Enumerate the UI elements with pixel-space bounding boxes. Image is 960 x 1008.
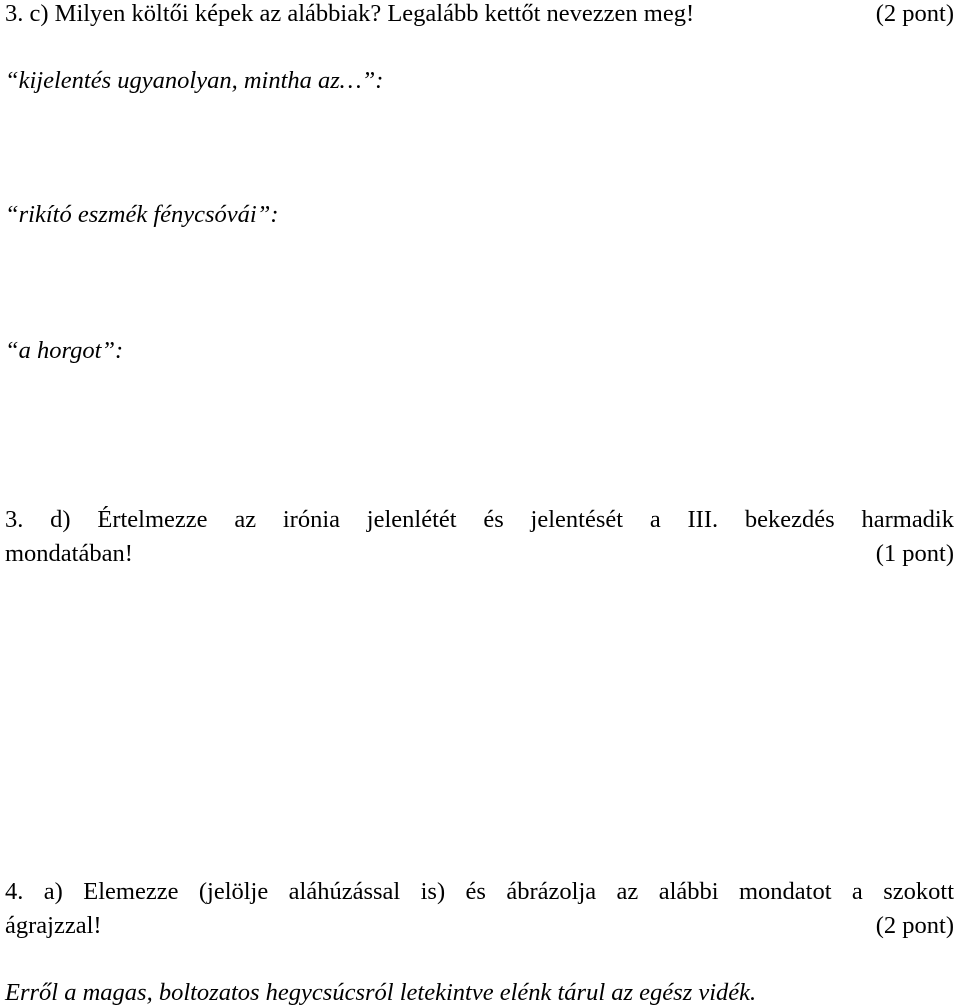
analysis-sentence: Erről a magas, boltozatos hegycsúcsról letekintve elénk tárul az egész vidék.: [5, 979, 757, 1006]
question-4a-text-end: ágrajzzal!: [5, 912, 102, 939]
question-4a-points: (2 pont): [875, 912, 954, 939]
quote-item-3: “a horgot”:: [5, 337, 124, 364]
question-4a-line2: [5, 914, 954, 939]
question-3c-header: [5, 2, 954, 27]
quote-item-2: “rikító eszmék fénycsóvái”:: [5, 201, 279, 228]
question-4a-line1: 4. a) Elemezze (jelölje aláhúzással is) és ábrázolja az alábbi mondatot a szokott: [5, 878, 954, 905]
quote-item-1: “kijelentés ugyanolyan, mintha az…”:: [5, 67, 384, 94]
question-3c-text: 3. c) Milyen költői képek az alábbiak? Legalább kettőt nevezzen meg!: [5, 0, 695, 27]
question-3c-points: (2 pont): [875, 0, 954, 27]
question-3d-points: (1 pont): [875, 540, 954, 567]
question-3d-line1: 3. d) Értelmezze az irónia jelenlétét és jelentését a III. bekezdés harmadik: [5, 506, 954, 533]
question-3d-line2: [5, 542, 954, 567]
question-3d-text-end: mondatában!: [5, 540, 133, 567]
